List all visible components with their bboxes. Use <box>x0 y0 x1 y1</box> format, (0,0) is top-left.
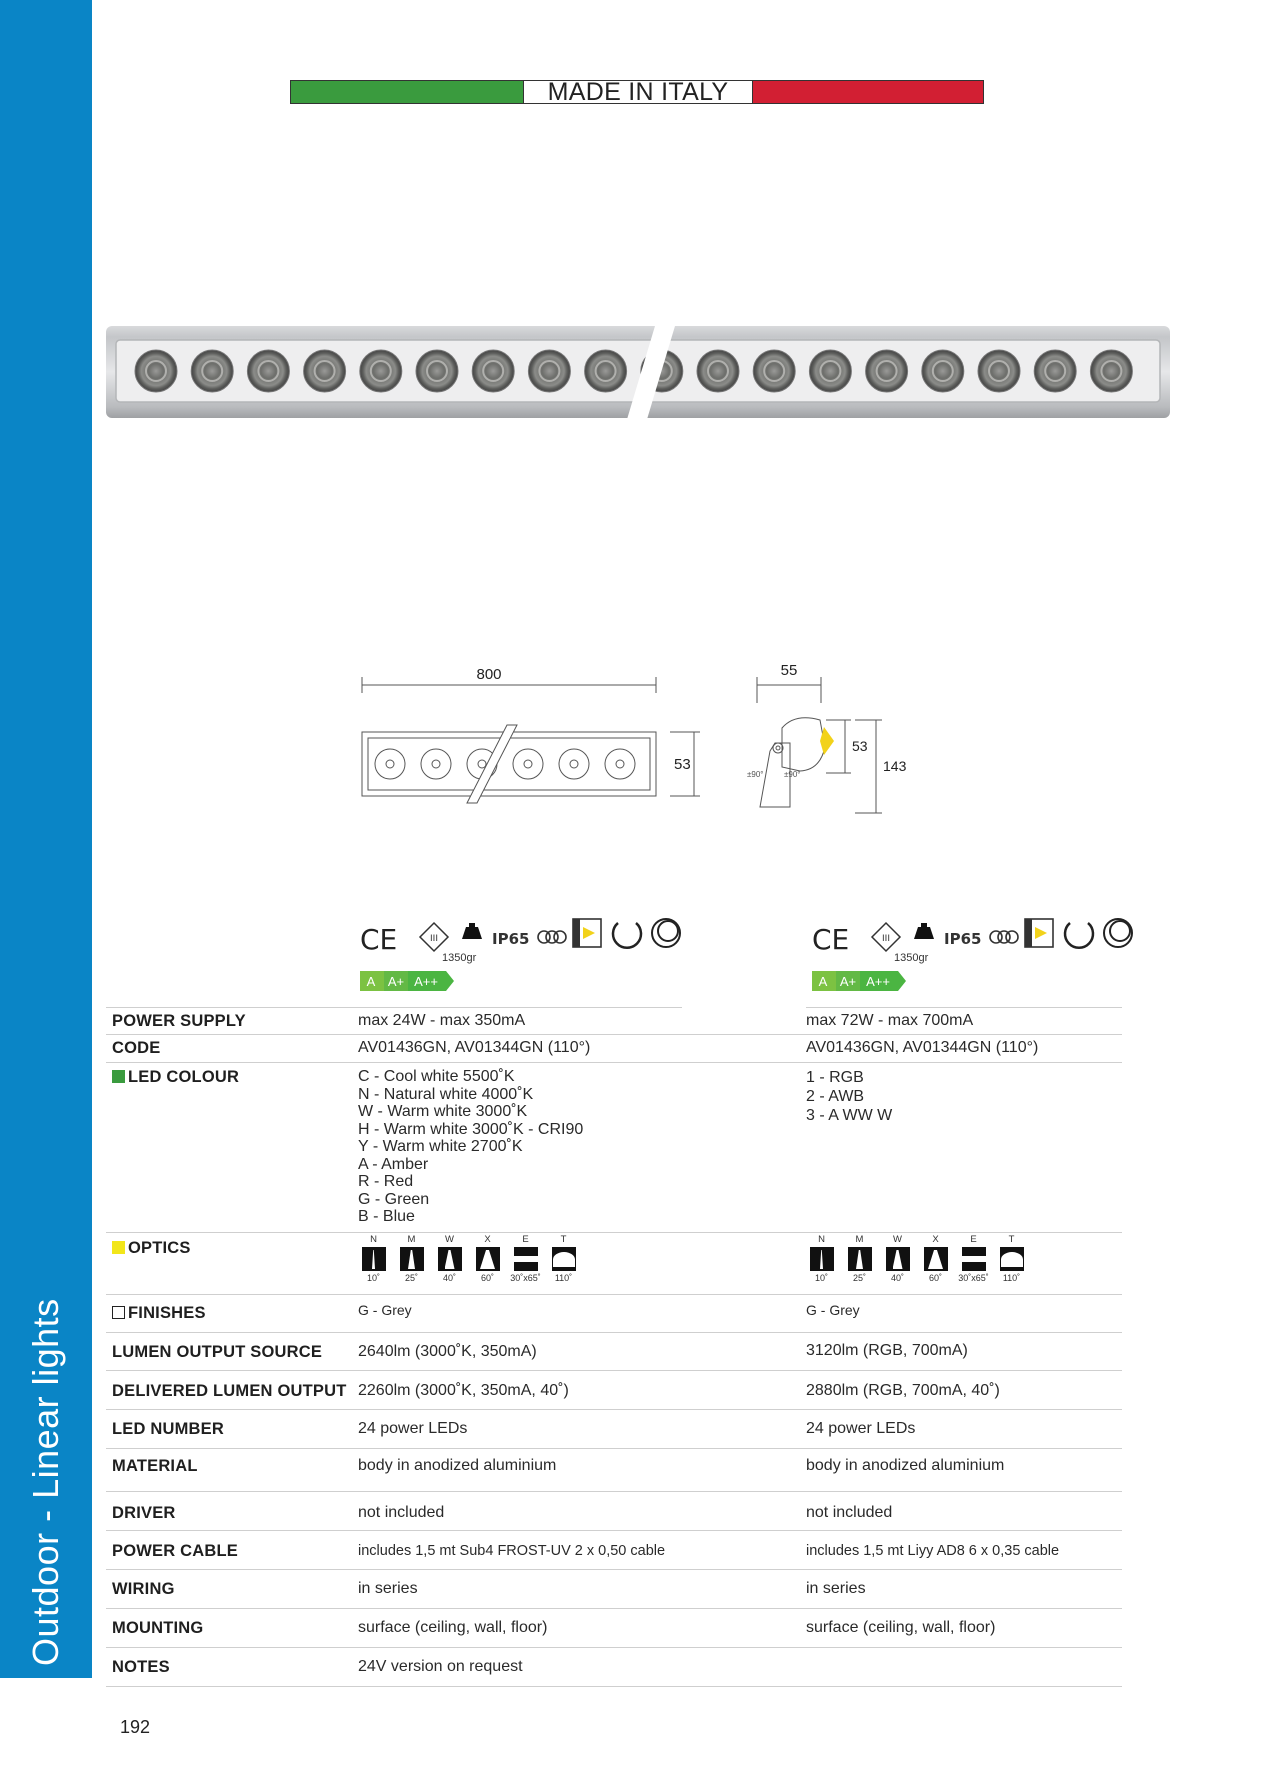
row-finishes <box>106 1295 1122 1333</box>
row-driver <box>106 1492 1122 1531</box>
optic-code: M <box>407 1234 416 1245</box>
optics-col2 <box>806 1234 1122 1283</box>
optic-n <box>358 1234 389 1283</box>
optics-col1 <box>358 1234 688 1283</box>
italy-flag-green <box>291 81 523 103</box>
link-icon <box>538 931 566 943</box>
led-lens <box>922 350 964 392</box>
optic-m <box>396 1234 427 1283</box>
row-mounting <box>106 1609 1122 1648</box>
drawing-led-center <box>478 760 486 768</box>
led-colour-item: C - Cool white 5500˚K <box>358 1068 515 1085</box>
optic-code: T <box>1008 1234 1015 1245</box>
product-photo <box>100 316 1176 426</box>
drawing-led <box>559 749 589 779</box>
led-colour-col2 <box>806 1068 1122 1125</box>
optic-e <box>510 1234 541 1283</box>
optic-degree: 30˚x65˚ <box>510 1273 541 1283</box>
optic-degree: 30˚x65˚ <box>958 1273 989 1283</box>
delivered-lumen-col2: 2880lm (RGB, 700mA, 40˚) <box>806 1382 1000 1399</box>
ip-rating-icon: IP65 <box>944 930 982 948</box>
led-lens <box>866 350 908 392</box>
svg-text:A++: A++ <box>414 974 438 989</box>
optic-code: X <box>932 1234 939 1245</box>
row-led-number <box>106 1410 1122 1449</box>
optic-degree: 110˚ <box>554 1273 573 1283</box>
optic-beam-icon <box>438 1247 462 1271</box>
row-wiring <box>106 1570 1122 1609</box>
drawing-led <box>421 749 451 779</box>
page-number: 192 <box>120 1717 151 1737</box>
optic-w <box>434 1234 465 1283</box>
optic-degree: 25˚ <box>404 1273 418 1283</box>
optic-m <box>844 1234 875 1283</box>
tilt-icon <box>652 919 680 947</box>
made-in-italy-text: MADE IN ITALY <box>523 81 753 103</box>
spec-table <box>106 1007 1122 1687</box>
optic-degree: 25˚ <box>852 1273 866 1283</box>
label-delivered-lumen: DELIVERED LUMEN OUTPUT <box>112 1382 347 1400</box>
label-code: CODE <box>112 1039 161 1057</box>
led-colour-marker <box>112 1070 125 1083</box>
svg-text:A: A <box>366 974 376 989</box>
label-power-cable: POWER CABLE <box>112 1542 238 1560</box>
wiring-col2: in series <box>806 1580 866 1597</box>
optic-beam-icon <box>362 1247 386 1271</box>
class-iii-icon <box>872 923 900 951</box>
led-lens <box>191 350 233 392</box>
led-colour-item: N - Natural white 4000˚K <box>358 1085 534 1103</box>
power-supply-col2: max 72W - max 700mA <box>806 1012 974 1029</box>
svg-text:A+: A+ <box>387 974 405 989</box>
svg-text:A++: A++ <box>866 974 890 989</box>
ce-icon: CE <box>360 923 398 956</box>
label-finishes: FINISHES <box>112 1304 206 1323</box>
dim-height: 53 <box>674 756 691 773</box>
ce-icon: CE <box>812 923 850 956</box>
optic-t <box>996 1234 1027 1283</box>
optic-x <box>472 1234 503 1283</box>
power-cable-col1: includes 1,5 mt Sub4 FROST-UV 2 x 0,50 cable <box>358 1543 666 1559</box>
led-colour-item: R - Red <box>358 1173 414 1190</box>
led-lens <box>978 350 1020 392</box>
optic-code: E <box>522 1234 529 1245</box>
code-col1: AV01436GN, AV01344GN (110°) <box>358 1039 591 1056</box>
weight-icon <box>462 923 482 939</box>
optics-marker <box>112 1241 125 1254</box>
optic-beam-icon <box>400 1247 424 1271</box>
drawing-led <box>375 749 405 779</box>
led-lens <box>360 350 402 392</box>
label-lumen-source: LUMEN OUTPUT SOURCE <box>112 1343 323 1361</box>
drawing-led-center <box>616 760 624 768</box>
technical-drawing <box>350 655 910 815</box>
drawing-led <box>605 749 635 779</box>
wiring-col1: in series <box>358 1580 418 1597</box>
energy-class-icon <box>360 971 454 991</box>
dim-side-width: 55 <box>780 662 798 679</box>
label-mounting: MOUNTING <box>112 1619 204 1637</box>
led-colour-item: G - Green <box>358 1190 430 1208</box>
optic-n <box>806 1234 837 1283</box>
optic-degree: 40˚ <box>442 1273 456 1283</box>
dim-length: 800 <box>476 666 502 683</box>
mounting-col2: surface (ceiling, wall, floor) <box>806 1619 996 1636</box>
tilt-icon <box>1104 919 1132 947</box>
svg-text:III: III <box>882 934 890 944</box>
optic-w <box>882 1234 913 1283</box>
led-colour-item: 1 - RGB <box>806 1069 864 1086</box>
led-lens <box>528 350 570 392</box>
optic-beam-icon <box>886 1247 910 1271</box>
led-lens <box>304 350 346 392</box>
led-colour-item: B - Blue <box>358 1208 415 1225</box>
finishes-col2: G - Grey <box>806 1302 860 1318</box>
driver-col2: not included <box>806 1504 893 1521</box>
drawing-led-center <box>524 760 532 768</box>
code-col2: AV01436GN, AV01344GN (110°) <box>806 1039 1039 1056</box>
led-colour-item: W - Warm white 3000˚K <box>358 1103 528 1120</box>
mounting-col1: surface (ceiling, wall, floor) <box>358 1619 548 1636</box>
row-led-colour <box>106 1063 1122 1233</box>
weight-label: 1350gr <box>894 952 929 964</box>
dim-total-height: 143 <box>883 758 907 774</box>
label-wiring: WIRING <box>112 1580 175 1598</box>
tilt-left-label: ±90° <box>747 770 764 779</box>
led-colour-item: A - Amber <box>358 1155 429 1173</box>
row-lumen-source <box>106 1333 1122 1371</box>
svg-text:III: III <box>430 934 438 944</box>
power-cable-col2: includes 1,5 mt Liyy AD8 6 x 0,35 cable <box>806 1543 1060 1559</box>
material-col2: body in anodized aluminium <box>806 1457 1005 1474</box>
drawing-led-center <box>432 760 440 768</box>
optic-degree: 110˚ <box>1002 1273 1021 1283</box>
optic-beam-icon <box>476 1247 500 1271</box>
led-lens <box>753 350 795 392</box>
label-led-colour: LED COLOUR <box>112 1068 239 1087</box>
ip-rating-icon: IP65 <box>492 930 530 948</box>
delivered-lumen-col1: 2260lm (3000˚K, 350mA, 40˚) <box>358 1382 569 1399</box>
optic-degree: 60˚ <box>480 1273 494 1283</box>
optic-degree: 10˚ <box>814 1273 828 1283</box>
lumen-source-col2: 3120lm (RGB, 700mA) <box>806 1342 968 1359</box>
finishes-marker <box>112 1306 125 1319</box>
row-code <box>106 1035 1122 1063</box>
svg-text:A+: A+ <box>839 974 857 989</box>
optic-x <box>920 1234 951 1283</box>
optic-beam-icon <box>1000 1247 1024 1271</box>
optic-code: M <box>855 1234 864 1245</box>
row-delivered-lumen <box>106 1371 1122 1410</box>
led-colour-item: 2 - AWB <box>806 1088 865 1105</box>
italy-flag-red <box>753 81 983 103</box>
led-lens <box>416 350 458 392</box>
rotation-icon <box>613 923 641 948</box>
rotation-icon <box>1065 923 1093 948</box>
label-notes: NOTES <box>112 1658 170 1676</box>
optic-code: N <box>370 1234 377 1245</box>
lumen-source-col1: 2640lm (3000˚K, 350mA) <box>358 1343 537 1360</box>
material-col1: body in anodized aluminium <box>358 1457 557 1474</box>
led-lens <box>1034 350 1076 392</box>
optic-code: W <box>893 1234 902 1245</box>
svg-text:A: A <box>818 974 828 989</box>
label-material: MATERIAL <box>112 1457 198 1475</box>
drawing-led <box>513 749 543 779</box>
led-lens <box>1090 350 1132 392</box>
optic-beam-icon <box>552 1247 576 1271</box>
optic-beam-icon <box>514 1247 538 1271</box>
led-lens <box>697 350 739 392</box>
led-lens <box>585 350 627 392</box>
optic-code: W <box>445 1234 454 1245</box>
led-colour-item: 3 - A WW W <box>806 1107 893 1124</box>
energy-class-icon <box>812 971 906 991</box>
optic-degree: 40˚ <box>890 1273 904 1283</box>
optic-beam-icon <box>924 1247 948 1271</box>
optic-beam-icon <box>810 1247 834 1271</box>
led-lens <box>809 350 851 392</box>
optic-t <box>548 1234 579 1283</box>
notes-col1: 24V version on request <box>358 1658 523 1675</box>
optic-degree: 60˚ <box>928 1273 942 1283</box>
label-power-supply: POWER SUPPLY <box>112 1012 246 1030</box>
optic-e <box>958 1234 989 1283</box>
drawing-led-center <box>386 760 394 768</box>
weight-label: 1350gr <box>442 952 477 964</box>
tilt-right-label: ±90° <box>784 770 801 779</box>
led-colour-item: H - Warm white 3000˚K - CRI90 <box>358 1120 584 1138</box>
drawing-led-center <box>570 760 578 768</box>
made-in-italy-banner <box>290 80 984 104</box>
power-supply-col1: max 24W - max 350mA <box>358 1012 526 1029</box>
dim-side-height: 53 <box>852 738 868 754</box>
cert-icons-col1 <box>360 913 690 993</box>
optic-code: N <box>818 1234 825 1245</box>
label-optics: OPTICS <box>112 1239 191 1258</box>
row-power-cable <box>106 1531 1122 1570</box>
optic-code: T <box>560 1234 567 1245</box>
label-driver: DRIVER <box>112 1504 176 1522</box>
led-colour-col1 <box>358 1068 688 1226</box>
cert-icons-col2 <box>812 913 1142 993</box>
led-module-icon <box>1025 919 1053 947</box>
led-lens <box>472 350 514 392</box>
led-module-icon <box>573 919 601 947</box>
optic-code: X <box>484 1234 491 1245</box>
link-icon <box>990 931 1018 943</box>
led-lens <box>247 350 289 392</box>
optic-degree: 10˚ <box>366 1273 380 1283</box>
finishes-col1: G - Grey <box>358 1302 412 1318</box>
side-title: Outdoor - Linear lights <box>25 1298 66 1666</box>
optic-beam-icon <box>848 1247 872 1271</box>
led-lens <box>135 350 177 392</box>
led-number-col2: 24 power LEDs <box>806 1420 916 1437</box>
row-material <box>106 1449 1122 1492</box>
label-led-number: LED NUMBER <box>112 1420 224 1438</box>
led-number-col1: 24 power LEDs <box>358 1420 468 1437</box>
row-optics <box>106 1233 1122 1295</box>
row-power-supply <box>106 1007 1122 1035</box>
optic-code: E <box>970 1234 977 1245</box>
led-colour-item: Y - Warm white 2700˚K <box>358 1138 523 1155</box>
weight-icon <box>914 923 934 939</box>
row-notes <box>106 1648 1122 1687</box>
optic-beam-icon <box>962 1247 986 1271</box>
driver-col1: not included <box>358 1504 445 1521</box>
class-iii-icon <box>420 923 448 951</box>
